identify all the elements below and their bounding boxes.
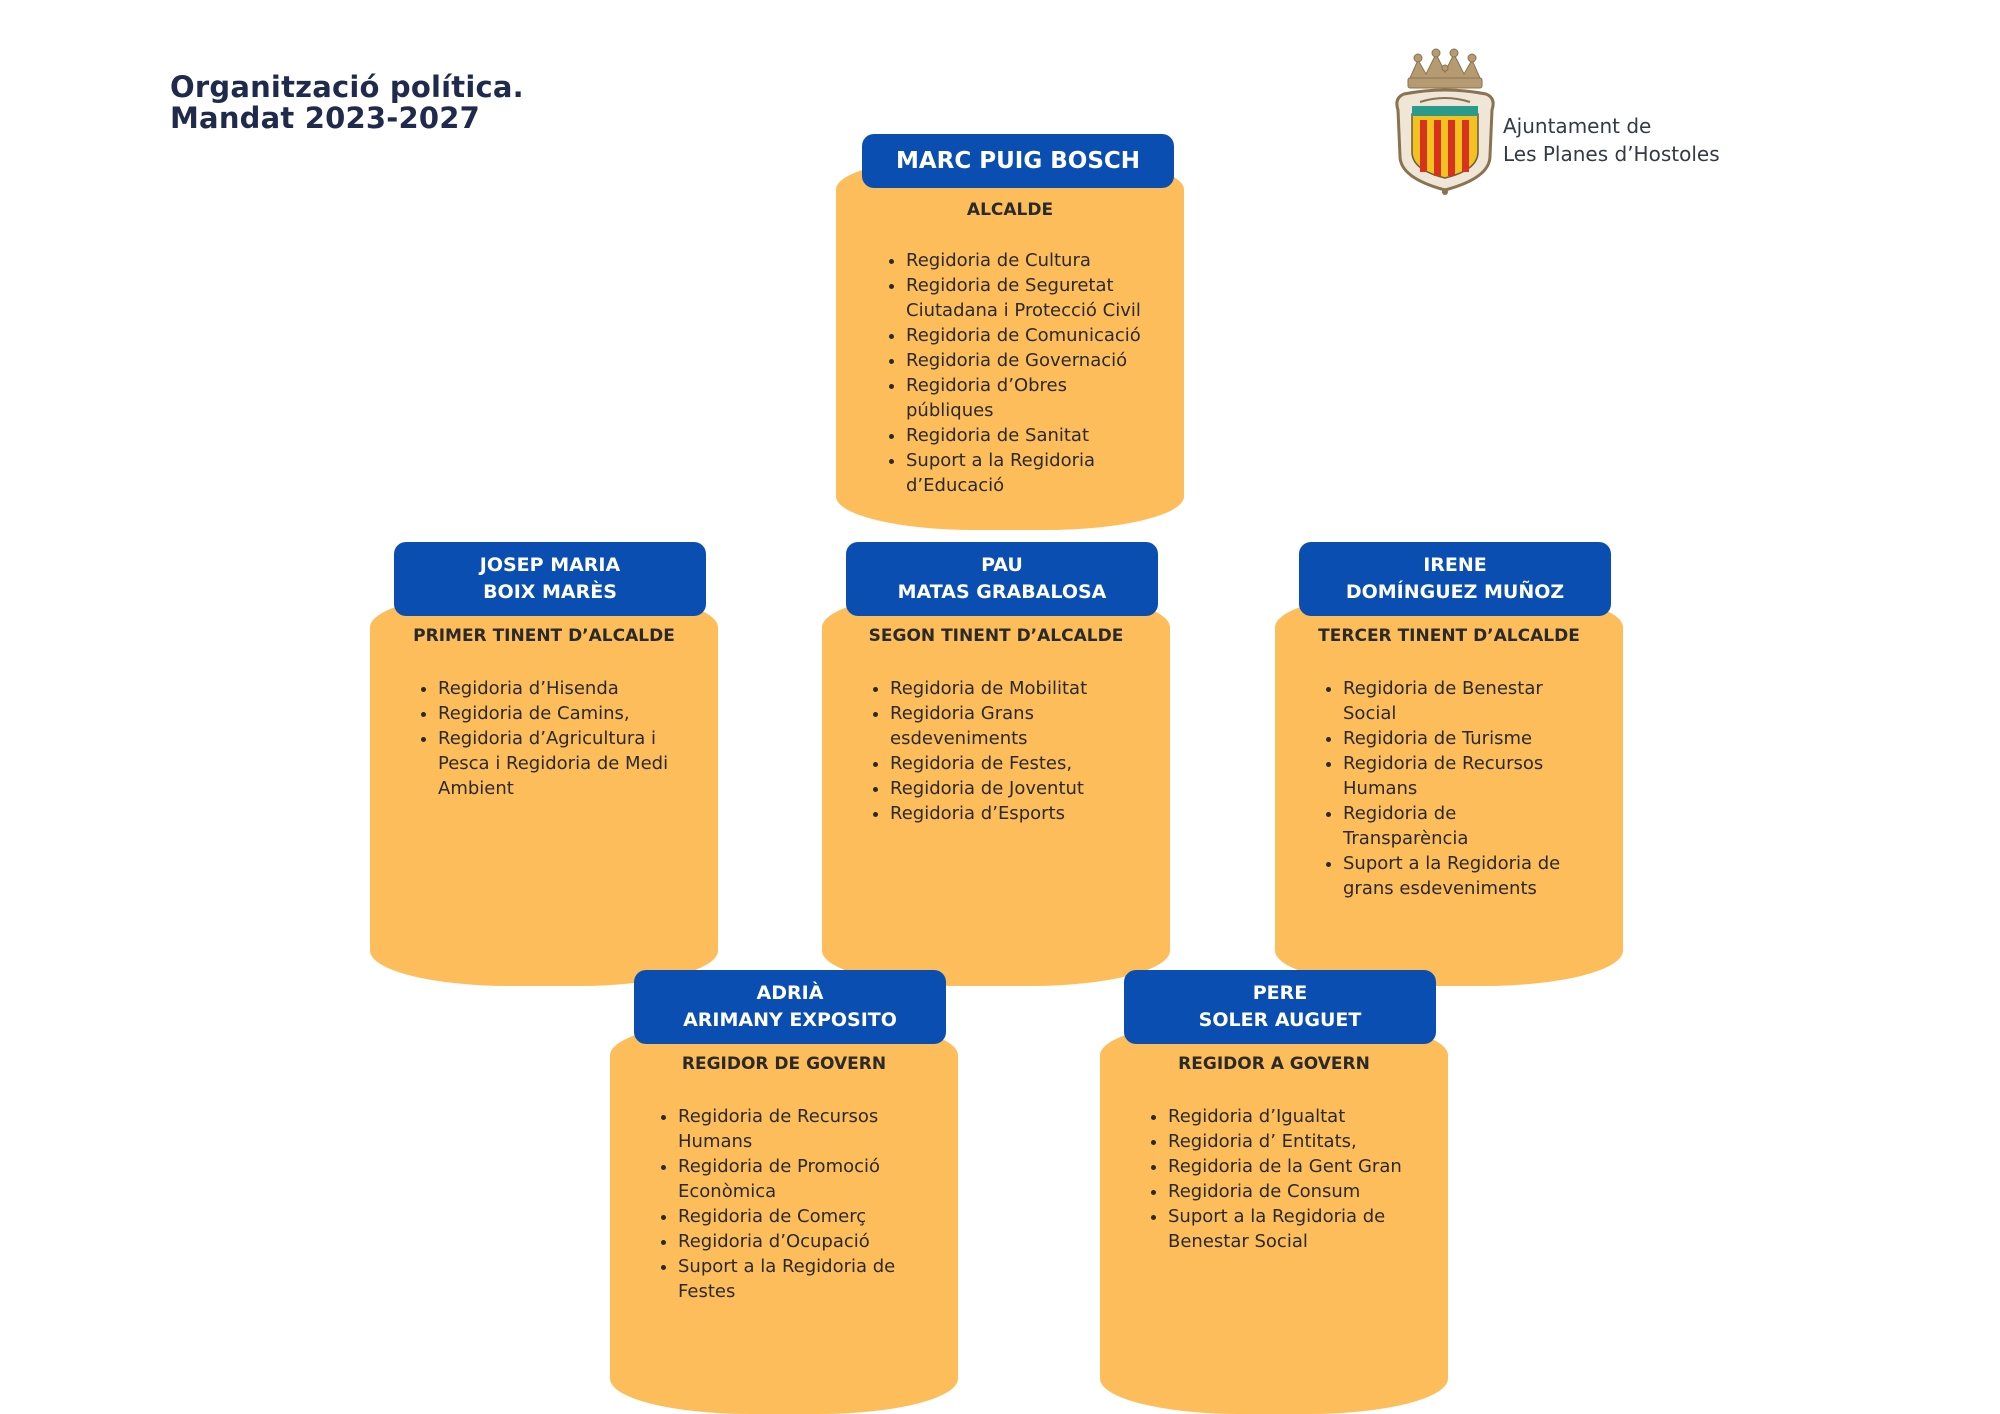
responsibility-text: Humans (1343, 778, 1418, 799)
member-name-line: DOMÍNGUEZ MUÑOZ (1345, 581, 1565, 603)
member-card (1275, 542, 1623, 986)
responsibilities-list (648, 1104, 895, 1304)
responsibility-text: Regidoria d’Agricultura i (438, 728, 657, 749)
member-name-header (1299, 542, 1611, 616)
member-name-header (394, 542, 706, 616)
responsibility-item (890, 701, 1087, 751)
responsibility-text: Econòmica (678, 1181, 777, 1202)
member-name-header (846, 542, 1158, 616)
member-role: PRIMER TINENT D’ALCALDE (413, 626, 675, 646)
responsibility-item (1343, 751, 1560, 801)
responsibility-text: Regidoria de Consum (1168, 1181, 1361, 1202)
responsibility-item (1168, 1179, 1402, 1204)
responsibility-item (438, 676, 668, 701)
responsibility-text: Regidoria de Recursos (678, 1106, 879, 1127)
member-name-header (634, 970, 946, 1044)
member-card (1100, 970, 1448, 1414)
member-role: ALCALDE (966, 200, 1054, 220)
responsibility-item (438, 726, 668, 801)
member-card (610, 970, 958, 1414)
responsibility-text: Suport a la Regidoria de (1343, 853, 1561, 874)
responsibilities-list (876, 248, 1141, 498)
member-role: SEGON TINENT D’ALCALDE (868, 626, 1124, 646)
page-title-line-2: Mandat 2023-2027 (170, 101, 481, 135)
responsibilities-list (1138, 1104, 1402, 1254)
responsibility-text: Ambient (438, 778, 514, 799)
responsibility-text: Suport a la Regidoria de (678, 1256, 896, 1277)
responsibility-text: Ciutadana i Protecció Civil (906, 300, 1141, 321)
responsibility-item (1343, 726, 1560, 751)
responsibility-item (906, 248, 1141, 273)
responsibility-text: esdeveniments (890, 728, 1028, 749)
member-name-line: ARIMANY EXPOSITO (683, 1009, 897, 1031)
member-name-header (1124, 970, 1436, 1044)
member-name-line: PERE (1252, 982, 1308, 1004)
responsibility-text: d’Educació (906, 475, 1005, 496)
responsibility-text: Regidoria de Governació (906, 350, 1128, 371)
responsibility-item (1168, 1104, 1402, 1129)
responsibility-item (678, 1254, 895, 1304)
responsibility-text: Regidoria de (1343, 803, 1457, 824)
responsibility-item (1168, 1204, 1402, 1254)
responsibility-item (890, 801, 1087, 826)
member-role: TERCER TINENT D’ALCALDE (1318, 626, 1580, 646)
responsibilities-list (408, 676, 668, 801)
responsibility-text: Regidoria d’Igualtat (1168, 1106, 1346, 1127)
responsibility-text: Benestar Social (1168, 1231, 1308, 1252)
responsibility-item (906, 423, 1141, 448)
responsibility-text: Transparència (1343, 828, 1469, 849)
member-name-line: MATAS GRABALOSA (897, 581, 1107, 603)
responsibility-item (1343, 801, 1560, 851)
responsibility-text: Regidoria de Benestar (1343, 678, 1543, 699)
responsibilities-list (860, 676, 1087, 826)
responsibility-text: Regidoria Grans (890, 703, 1034, 724)
member-name-line: PAU (981, 554, 1023, 576)
responsibility-text: Regidoria d’Hisenda (438, 678, 619, 699)
responsibility-text: grans esdeveniments (1343, 878, 1537, 899)
responsibility-item (890, 776, 1087, 801)
responsibility-text: Regidoria de Sanitat (906, 425, 1090, 446)
responsibility-text: Regidoria de Turisme (1343, 728, 1533, 749)
responsibility-item (906, 373, 1141, 423)
responsibility-text: Regidoria d’ Entitats, (1168, 1131, 1357, 1152)
responsibility-item (906, 448, 1141, 498)
responsibility-text: Humans (678, 1131, 753, 1152)
member-name-line: BOIX MARÈS (483, 581, 617, 603)
responsibility-text: Regidoria de Camins, (438, 703, 630, 724)
responsibility-text: Regidoria de Joventut (890, 778, 1084, 799)
council-name-line-1: Ajuntament de (1503, 114, 1652, 138)
responsibility-item (890, 676, 1087, 701)
council-name (1503, 112, 1720, 168)
member-name-header (862, 134, 1174, 188)
member-name-line: JOSEP MARIA (479, 554, 621, 576)
member-name-line: SOLER AUGUET (1198, 1009, 1362, 1031)
responsibility-item (678, 1229, 895, 1254)
responsibility-text: Regidoria de Cultura (906, 250, 1091, 271)
responsibilities-list (1313, 676, 1560, 901)
responsibility-item (1168, 1129, 1402, 1154)
responsibility-item (890, 751, 1087, 776)
responsibility-text: Regidoria de Seguretat (906, 275, 1114, 296)
member-card (822, 542, 1170, 986)
responsibility-text: Regidoria de Comunicació (906, 325, 1141, 346)
page-title (170, 72, 524, 134)
responsibility-text: Suport a la Regidoria (906, 450, 1096, 471)
responsibility-item (678, 1204, 895, 1229)
responsibility-text: Regidoria de la Gent Gran (1168, 1156, 1402, 1177)
coat-of-arms-icon (1390, 48, 1500, 196)
responsibility-text: Regidoria d’Obres (906, 375, 1067, 396)
responsibility-item (1343, 676, 1560, 726)
responsibility-item (906, 273, 1141, 323)
responsibility-text: Festes (678, 1281, 736, 1302)
member-name-line: IRENE (1423, 554, 1487, 576)
responsibility-text: Regidoria de Festes, (890, 753, 1073, 774)
member-card (370, 542, 718, 986)
responsibility-text: Regidoria de Promoció (678, 1156, 881, 1177)
responsibility-text: Regidoria d’Ocupació (678, 1231, 870, 1252)
responsibility-item (906, 323, 1141, 348)
responsibility-text: Regidoria de Recursos (1343, 753, 1544, 774)
responsibility-text: Social (1343, 703, 1397, 724)
member-role: REGIDOR A GOVERN (1178, 1054, 1370, 1074)
council-name-line-2: Les Planes d’Hostoles (1503, 142, 1720, 166)
responsibility-item (906, 348, 1141, 373)
responsibility-item (438, 701, 668, 726)
responsibility-item (678, 1104, 895, 1154)
member-card (836, 134, 1184, 530)
member-name-line: MARC PUIG BOSCH (895, 148, 1141, 174)
responsibility-item (1168, 1154, 1402, 1179)
responsibility-item (1343, 851, 1560, 901)
responsibility-text: Suport a la Regidoria de (1168, 1206, 1386, 1227)
responsibility-text: Pesca i Regidoria de Medi (438, 753, 669, 774)
responsibility-item (678, 1154, 895, 1204)
page-title-line-1: Organització política. (170, 70, 524, 104)
responsibility-text: Regidoria d’Esports (890, 803, 1065, 824)
member-role: REGIDOR DE GOVERN (681, 1054, 887, 1074)
responsibility-text: Regidoria de Comerç (678, 1206, 867, 1227)
member-name-line: ADRIÀ (756, 982, 824, 1004)
responsibility-text: Regidoria de Mobilitat (890, 678, 1088, 699)
responsibility-text: públiques (906, 400, 994, 421)
